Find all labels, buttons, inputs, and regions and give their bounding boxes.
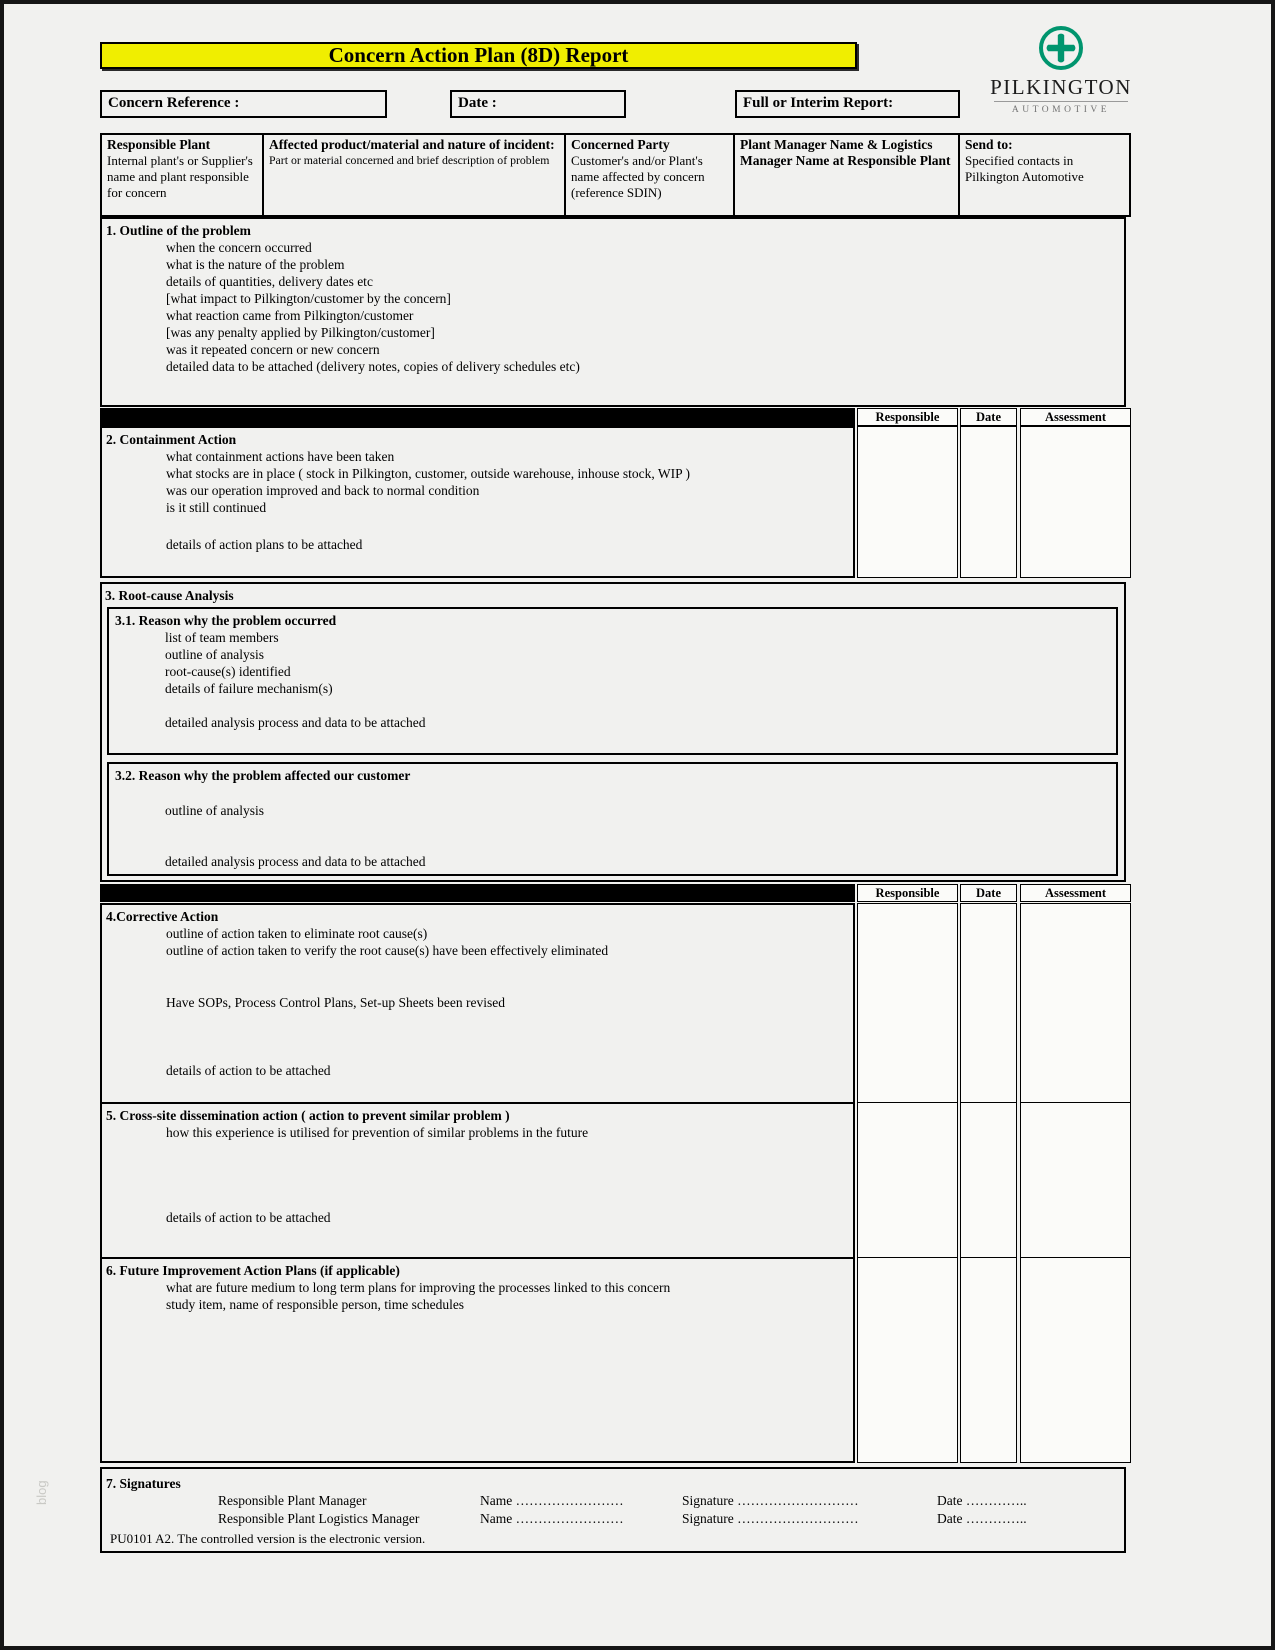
concerned-party-desc: Customer's and/or Plant's name affected by concern (reference SDIN) <box>571 153 705 200</box>
send-to-desc: Specified contacts in Pilkington Automotive <box>965 153 1084 184</box>
black-divider-bar <box>100 884 855 902</box>
signature-role: Responsible Plant Manager <box>218 1493 367 1508</box>
section-4-line: Have SOPs, Process Control Plans, Set-up Sheets been revised <box>166 995 505 1010</box>
affected-product-title: Affected product/material and nature of incident: <box>269 137 555 152</box>
section-2-date-cell[interactable] <box>960 426 1017 578</box>
watermark: blog <box>34 1480 49 1505</box>
section-3-2-title: 3.2. Reason why the problem affected our customer <box>115 768 411 783</box>
section-3-2-line: outline of analysis <box>165 803 264 818</box>
section-2-responsible-cell[interactable] <box>857 426 958 578</box>
report-type-field[interactable] <box>735 90 960 118</box>
report-document <box>100 42 1133 1553</box>
signature-date-label: Date ………….. <box>937 1510 1027 1526</box>
plant-manager-cell[interactable] <box>733 133 960 217</box>
section-6-responsible-cell[interactable] <box>857 1257 958 1463</box>
responsible-column-header: Responsible <box>857 884 958 902</box>
section-4-line: details of action to be attached <box>166 1063 331 1078</box>
date-column-header: Date <box>960 408 1017 426</box>
section-6-line: what are future medium to long term plans for improving the processes linked to this concern <box>166 1280 671 1295</box>
section-2-containment-box[interactable] <box>100 426 855 578</box>
section-3-1-line: outline of analysis <box>165 647 264 662</box>
concerned-party-cell[interactable] <box>564 133 735 217</box>
section-1-title: 1. Outline of the problem <box>106 223 251 238</box>
date-column-header: Date <box>960 884 1017 902</box>
section-1-line: was it repeated concern or new concern <box>166 342 380 357</box>
section-1-line: what is the nature of the problem <box>166 257 345 272</box>
section-3-1-title: 3.1. Reason why the problem occurred <box>115 613 337 628</box>
section-2-assessment-cell[interactable] <box>1020 426 1131 578</box>
section-6-line: study item, name of responsible person, time schedules <box>166 1297 465 1312</box>
section-5-responsible-cell[interactable] <box>857 1102 958 1259</box>
section-1-line: when the concern occurred <box>166 240 312 255</box>
affected-product-cell[interactable] <box>262 133 566 217</box>
assessment-column-header: Assessment <box>1020 884 1131 902</box>
logo-brand-text: PILKINGTON <box>990 75 1132 99</box>
section-6-assessment-cell[interactable] <box>1020 1257 1131 1463</box>
section-3-2-box[interactable] <box>107 762 1118 876</box>
section-5-assessment-cell[interactable] <box>1020 1102 1131 1259</box>
reference-row <box>100 90 1133 118</box>
section-5-line: how this experience is utilised for prevention of similar problems in the future <box>166 1125 589 1140</box>
assessment-header-row-2 <box>100 884 1133 902</box>
section-4-date-cell[interactable] <box>960 903 1017 1104</box>
assessment-column-header: Assessment <box>1020 408 1131 426</box>
section-3-1-line: list of team members <box>165 630 279 645</box>
section-3-1-box[interactable] <box>107 607 1118 755</box>
section-2-line: what containment actions have been taken <box>166 449 395 464</box>
date-field[interactable] <box>450 90 626 118</box>
send-to-cell[interactable] <box>958 133 1131 217</box>
section-2-line: details of action plans to be attached <box>166 537 363 552</box>
section-1-line: what reaction came from Pilkington/customer <box>166 308 414 323</box>
section-2-line: is it still continued <box>166 500 267 515</box>
section-4-row <box>100 903 1133 1104</box>
section-7-title: 7. Signatures <box>106 1476 181 1491</box>
date-label: Date : <box>458 95 497 111</box>
section-4-responsible-cell[interactable] <box>857 903 958 1104</box>
section-4-assessment-cell[interactable] <box>1020 903 1131 1104</box>
concern-reference-field[interactable] <box>100 90 387 118</box>
report-title: Concern Action Plan (8D) Report <box>100 42 857 69</box>
section-4-line: outline of action taken to verify the root cause(s) have been effectively eliminated <box>166 943 609 958</box>
header-table <box>100 133 1133 217</box>
controlled-version-note: PU0101 A2. The controlled version is the electronic version. <box>110 1531 426 1546</box>
signature-signature-label: Signature ……………………… <box>682 1510 859 1526</box>
section-4-corrective-box[interactable] <box>100 903 855 1104</box>
section-5-dissemination-box[interactable] <box>100 1102 855 1259</box>
section-3-2-line: detailed analysis process and data to be attached <box>165 854 426 869</box>
responsible-plant-title: Responsible Plant <box>107 137 211 152</box>
section-4-line: outline of action taken to eliminate root cause(s) <box>166 926 428 941</box>
responsible-column-header: Responsible <box>857 408 958 426</box>
section-6-row <box>100 1257 1133 1463</box>
signature-signature-label: Signature ……………………… <box>682 1493 859 1508</box>
section-7-signatures-box <box>100 1467 1126 1553</box>
signature-name-label: Name …………………… <box>480 1493 624 1508</box>
signature-date-label: Date ………….. <box>937 1493 1027 1508</box>
plant-manager-title: Plant Manager Name & Logistics Manager Name at Responsible Plant <box>740 137 951 168</box>
section-3-1-line: details of failure mechanism(s) <box>165 681 333 696</box>
black-divider-bar <box>100 408 855 426</box>
section-2-line: was our operation improved and back to normal condition <box>166 483 480 498</box>
section-3-1-line: root-cause(s) identified <box>165 664 291 679</box>
section-1-line: details of quantities, delivery dates etc <box>166 274 373 289</box>
section-1-outline-box[interactable] <box>100 217 1126 407</box>
section-2-row <box>100 426 1133 578</box>
section-4-title: 4.Corrective Action <box>106 909 219 924</box>
section-1-line: [what impact to Pilkington/customer by the concern] <box>166 291 451 306</box>
section-3-title: 3. Root-cause Analysis <box>105 588 234 603</box>
section-1-line: [was any penalty applied by Pilkington/customer] <box>166 325 435 340</box>
section-5-date-cell[interactable] <box>960 1102 1017 1259</box>
responsible-plant-cell[interactable] <box>100 133 264 217</box>
section-6-date-cell[interactable] <box>960 1257 1017 1463</box>
section-3-1-line: detailed analysis process and data to be attached <box>165 715 426 730</box>
signature-row-plant-manager[interactable] <box>106 1492 1118 1510</box>
assessment-header-row-1 <box>100 408 1133 426</box>
section-5-row <box>100 1102 1133 1259</box>
signature-role: Responsible Plant Logistics Manager <box>218 1510 420 1526</box>
section-6-future-plans-box[interactable] <box>100 1257 855 1463</box>
concern-reference-label: Concern Reference : <box>108 95 240 111</box>
send-to-title: Send to: <box>965 137 1013 152</box>
logo-division-text: AUTOMOTIVE <box>1011 105 1111 115</box>
section-6-title: 6. Future Improvement Action Plans (if applicable) <box>106 1263 400 1278</box>
report-type-label: Full or Interim Report: <box>743 95 894 111</box>
concerned-party-title: Concerned Party <box>571 137 670 152</box>
section-2-line: what stocks are in place ( stock in Pilkington, customer, outside warehouse, inhouse stock, WIP ) <box>166 466 690 481</box>
signature-name-label: Name …………………… <box>480 1510 624 1526</box>
section-1-line: detailed data to be attached (delivery notes, copies of delivery schedules etc) <box>166 359 580 374</box>
section-3-rootcause-box[interactable] <box>100 582 1126 882</box>
responsible-plant-desc: Internal plant's or Supplier's name and plant responsible for concern <box>107 153 253 200</box>
section-5-line: details of action to be attached <box>166 1210 331 1225</box>
signature-row-logistics-manager[interactable] <box>106 1510 1118 1528</box>
section-2-title: 2. Containment Action <box>106 432 237 447</box>
section-5-title: 5. Cross-site dissemination action ( action to prevent similar problem ) <box>106 1108 510 1123</box>
affected-product-desc: Part or material concerned and brief description of problem <box>269 153 550 167</box>
